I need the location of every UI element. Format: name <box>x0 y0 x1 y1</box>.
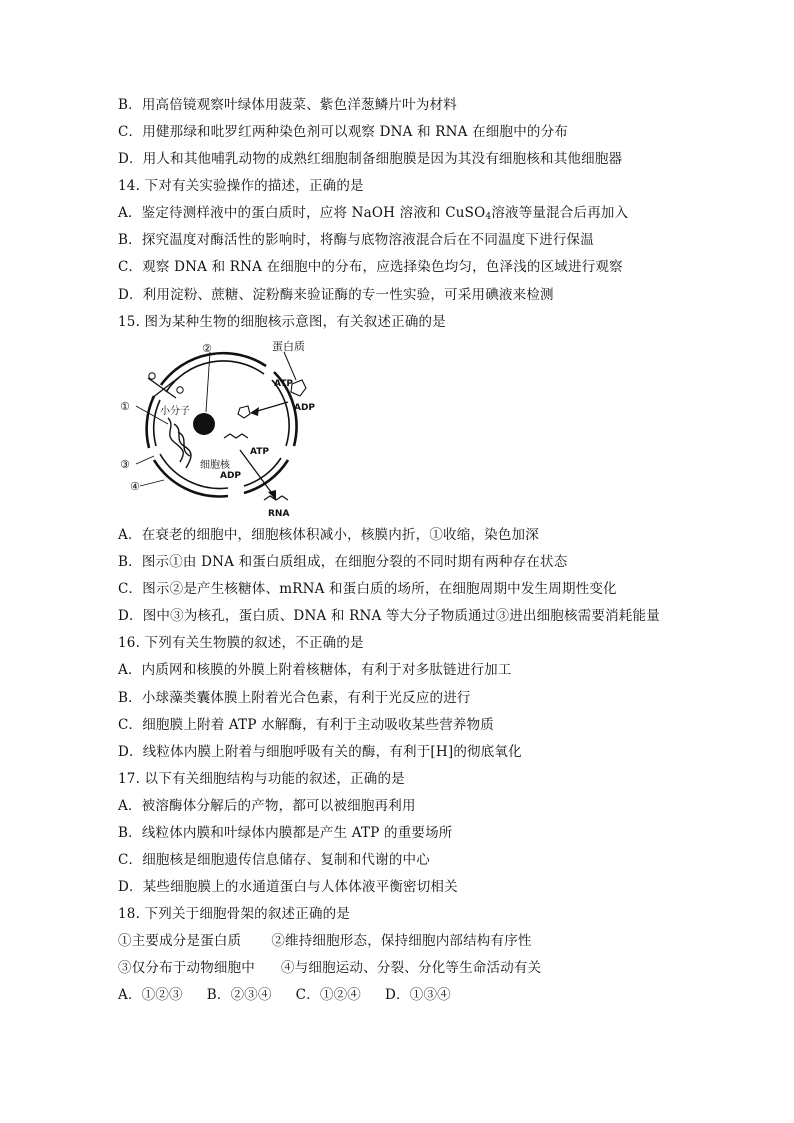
q17-option-d: D．某些细胞膜上的水通道蛋白与人体体液平衡密切相关 <box>118 879 458 895</box>
q18-items-row-1 <box>118 932 532 950</box>
q17-option-c: C．细胞核是细胞遗传信息储存、复制和代谢的中心 <box>118 852 430 868</box>
marker-2-pointer <box>206 352 210 412</box>
nucleolus <box>193 413 215 435</box>
rna-strand-inside <box>224 434 248 438</box>
small-molecule-dot-2 <box>177 387 183 393</box>
label-atp-top: ATP <box>274 379 294 389</box>
q16-option-d: D．线粒体内膜上附着与细胞呼吸有关的酶，有利于[H]的彻底氧化 <box>118 744 522 760</box>
q14-stem: 14. 下对有关实验操作的描述，正确的是 <box>118 178 364 194</box>
marker-1: ① <box>120 400 130 413</box>
q18-option-c: C．①②④ <box>295 987 362 1003</box>
q18-option-b: B．②③④ <box>206 987 272 1003</box>
nucleus-diagram <box>116 340 316 522</box>
label-adp-bottom: ADP <box>220 471 242 481</box>
q18-option-d: D．①③④ <box>385 987 451 1003</box>
label-rna: RNA <box>268 509 290 519</box>
q15-option-d: D．图中③为核孔，蛋白质、DNA 和 RNA 等大分子物质通过③进出细胞核需要消耗能量 <box>118 608 660 624</box>
q17-option-b: B．线粒体内膜和叶绿体内膜都是产生 ATP 的重要场所 <box>118 825 453 841</box>
q18-item-4: ④与细胞运动、分裂、分化等生命活动有关 <box>281 960 542 976</box>
q18-item-2: ②维持细胞形态，保持细胞内部结构有序性 <box>271 933 532 949</box>
q18-item-1: ①主要成分是蛋白质 <box>118 933 242 949</box>
q15-stem: 15. 图为某种生物的细胞核示意图，有关叙述正确的是 <box>118 314 446 330</box>
q14-option-a <box>118 204 628 226</box>
protein-arrow-in <box>254 402 288 412</box>
q18-option-a: A．①②③ <box>118 987 183 1003</box>
label-adp-top: ADP <box>294 403 316 413</box>
q13-option-c: C．用健那绿和吡罗红两种染色剂可以观察 DNA 和 RNA 在细胞中的分布 <box>118 124 569 140</box>
q16-option-c: C．细胞膜上附着 ATP 水解酶，有利于主动吸收某些营养物质 <box>118 717 495 733</box>
protein-pointer <box>284 352 296 380</box>
marker-2: ② <box>202 342 212 355</box>
q15-option-a: A．在衰老的细胞中，细胞核体积减小，核膜内折，①收缩，染色加深 <box>118 527 539 543</box>
small-molecule-dot-1 <box>149 373 155 379</box>
q13-option-b: B．用高倍镜观察叶绿体用菠菜、紫色洋葱鳞片叶为材料 <box>118 97 457 113</box>
q18-items-row-2 <box>118 959 541 977</box>
q16-stem: 16. 下列有关生物膜的叙述，不正确的是 <box>118 635 364 651</box>
q15-option-b: B．图示①由 DNA 和蛋白质组成，在细胞分裂的不同时期有两种存在状态 <box>118 554 568 570</box>
label-atp-mid: ATP <box>250 447 270 457</box>
q14-option-b: B．探究温度对酶活性的影响时，将酶与底物溶液混合后在不同温度下进行保温 <box>118 232 594 248</box>
pore-arrow-1 <box>148 378 176 398</box>
nuclear-envelope-outer-left <box>147 396 154 448</box>
q14-option-d: D．利用淀粉、蔗糖、淀粉酶来验证酶的专一性实验，可采用碘液来检测 <box>118 287 554 303</box>
protein-shape <box>291 380 306 396</box>
q14-option-c: C．观察 DNA 和 RNA 在细胞中的分布，应选择染色均匀，色泽浅的区域进行观察 <box>118 259 623 275</box>
q17-stem: 17. 以下有关细胞结构与功能的叙述，正确的是 <box>118 771 405 787</box>
label-protein: 蛋白质 <box>272 340 305 353</box>
label-nucleus: 细胞核 <box>200 460 230 471</box>
q15-option-c: C．图示②是产生核糖体、mRNA 和蛋白质的场所，在细胞周期中发生周期性变化 <box>118 581 617 597</box>
protein-arrow-in-head <box>250 407 259 416</box>
label-small-molecule: 小分子 <box>160 406 190 417</box>
marker-4: ④ <box>130 480 140 493</box>
q14-option-a-post: 溶液等量混合后再加入 <box>491 205 629 221</box>
q18-item-3: ③仅分布于动物细胞中 <box>118 960 255 976</box>
q17-option-a: A．被溶酶体分解后的产物，都可以被细胞再利用 <box>118 798 416 814</box>
q16-option-a: A．内质网和核膜的外膜上附着核糖体，有利于对多肽链进行加工 <box>118 662 512 678</box>
nuclear-envelope-outer <box>161 353 266 385</box>
q14-option-a-subscript: 4 <box>485 212 492 222</box>
marker-3: ③ <box>120 458 130 471</box>
marker-3-pointer <box>136 456 154 464</box>
q18-stem: 18. 下列关于细胞骨架的叙述正确的是 <box>118 906 351 922</box>
q18-options-row <box>118 986 451 1004</box>
marker-4-pointer <box>140 480 164 486</box>
chromatin <box>168 418 191 468</box>
protein-inside <box>238 406 250 418</box>
q14-option-a-pre: A．鉴定待测样液中的蛋白质时，应将 NaOH 溶液和 CuSO <box>118 205 486 221</box>
q16-option-b: B．小球藻类囊体膜上附着光合色素，有利于光反应的进行 <box>118 690 471 706</box>
q13-option-d: D．用人和其他哺乳动物的成熟红细胞制备细胞膜是因为其没有细胞核和其他细胞器 <box>118 151 623 167</box>
